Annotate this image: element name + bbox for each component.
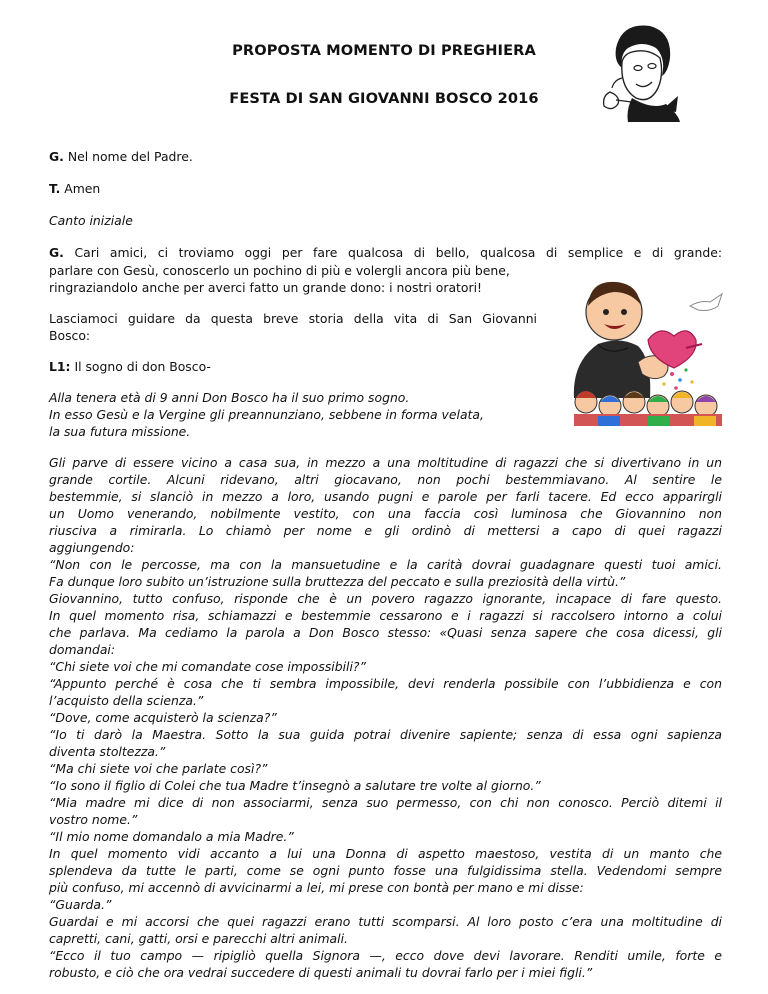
leader-paragraph-line-3: ringraziandolo anche per averci fatto un grande dono: i nostri oratori! — [49, 280, 482, 295]
response-label: T. — [49, 181, 61, 196]
lasciamoci-line-2: Bosco: — [49, 328, 91, 343]
response-text: Amen — [64, 181, 101, 196]
reader-label: L1: — [49, 359, 71, 374]
story-line: “Il mio nome domandalo a mia Madre.” — [49, 829, 294, 844]
story-intro-line: Alla tenera età di 9 anni Don Bosco ha il suo primo sogno. — [49, 390, 410, 405]
don-bosco-cartoon-image — [568, 266, 728, 426]
story-line: “Io sono il figlio di Colei che tua Madre t’insegnò a salutare tre volte al giorno.” — [49, 778, 541, 793]
story-line: splendeva da tutte le parti, come se ogni punto fosse una fulgidissima stella. Vedendomi sempre — [49, 863, 722, 878]
story-line: Giovannino, tutto confuso, risponde che è un povero ragazzo ignorante, incapace di fare questo. — [49, 591, 722, 606]
story-line: bestemmie, si slanciò in mezzo a loro, usando pugni e parole per farli tacere. Ed ecco apparirgli — [49, 489, 722, 504]
response-line — [49, 180, 100, 197]
story-line: l’acquisto della scienza.” — [49, 693, 204, 708]
story-line: che parlava. Ma cediamo la parola a Don Bosco stesso: «Quasi senza sapere che cosa dicessi, gli — [49, 625, 722, 640]
story-intro-line: la sua futura missione. — [49, 424, 191, 439]
story-line: “Dove, come acquisterò la scienza?” — [49, 710, 277, 725]
story-line: “Ecco il tuo campo — ripigliò quella Signora —, ecco dove devi lavorare. Renditi umile, forte e — [49, 948, 722, 963]
leader-text: Nel nome del Padre. — [67, 149, 193, 164]
story-line: diventa stoltezza.” — [49, 744, 166, 759]
story-line: domandai: — [49, 642, 116, 657]
story-line: In quel momento vidi accanto a lui una Donna di aspetto maestoso, vestita di un manto che — [49, 846, 722, 861]
leader-label: G. — [49, 149, 64, 164]
don-bosco-caricature-image — [592, 18, 682, 122]
story-line: “Non con le percosse, ma con la mansuetudine e la carità dovrai guadagnare questi tuoi amici. — [49, 557, 722, 572]
story-line: “Chi siete voi che mi comandate cose impossibili?” — [49, 659, 366, 674]
lasciamoci-line-1: Lasciamoci guidare da questa breve storia della vita di San Giovanni — [49, 311, 537, 326]
leader-paragraph-line-1: G. Cari amici, ci troviamo oggi per fare qualcosa di bello, qualcosa di semplice e di grande: — [49, 245, 722, 260]
story-line: aggiungendo: — [49, 540, 135, 555]
story-line: un Uomo venerando, nobilmente vestito, con una faccia così luminosa che Giovannino non — [49, 506, 722, 521]
story-line: robusto, e ciò che ora vedrai succedere di questi animali tu dovrai farlo per i miei figli.” — [49, 965, 593, 980]
story-line: Guardai e mi accorsi che quei ragazzi erano tutti scomparsi. Al loro posto c’era una moltitudine di — [49, 914, 722, 929]
story-line: capretti, cani, gatti, orsi e parecchi altri animali. — [49, 931, 348, 946]
document-subtitle: FESTA DI SAN GIOVANNI BOSCO 2016 — [229, 90, 539, 107]
leader-line-1 — [49, 148, 193, 165]
story-line: In quel momento risa, schiamazzi e bestemmie cessarono e i ragazzi si raccolsero intorno a colui — [49, 608, 722, 623]
leader-paragraph-line-2: parlare con Gesù, conoscerlo un pochino di più e volergli ancora più bene, — [49, 263, 510, 278]
story-line: Gli parve di essere vicino a casa sua, in mezzo a una moltitudine di ragazzi che si divertivano in un — [49, 455, 722, 470]
story-line: “Ma chi siete voi che parlate così?” — [49, 761, 268, 776]
leader-label: G. — [49, 245, 64, 260]
reader-line — [49, 358, 211, 375]
canto-iniziale: Canto iniziale — [49, 213, 133, 228]
story-line: riusciva a rimirarla. Lo chiamò per nome e gli ordinò di mettersi a capo di quei ragazzi — [49, 523, 722, 538]
story-line: più confuso, mi accennò di avvicinarmi a lei, mi prese con bontà per mano e mi disse: — [49, 880, 584, 895]
story-line: “Io ti darò la Maestra. Sotto la sua guida potrai divenire sapiente; senza di essa ogni sapienza — [49, 727, 722, 742]
story-line: grande cortile. Alcuni ridevano, altri giocavano, non pochi bestemmiavano. Al sentire le — [49, 472, 722, 487]
story-line: “Appunto perché è cosa che ti sembra impossibile, devi renderla possibile con l’ubbidienza e con — [49, 676, 722, 691]
story-line: Fa dunque loro subito un’istruzione sulla bruttezza del peccato e sulla preziosità della virtù.” — [49, 574, 626, 589]
story-intro-line: In esso Gesù e la Vergine gli preannunziano, sebbene in forma velata, — [49, 407, 484, 422]
document-title: PROPOSTA MOMENTO DI PREGHIERA — [232, 42, 536, 59]
story-line: “Guarda.” — [49, 897, 112, 912]
story-line: “Mia madre mi dice di non associarmi, senza suo permesso, con chi non conosco. Perciò ditemi il — [49, 795, 722, 810]
reader-text: Il sogno di don Bosco- — [74, 359, 211, 374]
story-line: vostro nome.” — [49, 812, 138, 827]
